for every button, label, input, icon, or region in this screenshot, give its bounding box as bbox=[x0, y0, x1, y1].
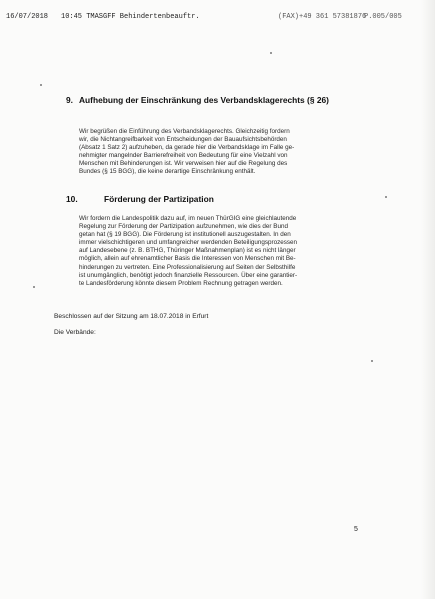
section9-line: nehmigter mangelnder Barrierefreiheit von Bedeutung für eine Vielzahl von bbox=[79, 152, 288, 160]
fax-number: (FAX)+49 361 57381876 bbox=[278, 13, 367, 21]
scan-speck bbox=[385, 196, 387, 198]
section9-number: 9. bbox=[66, 95, 73, 105]
scan-speck bbox=[40, 84, 42, 86]
fax-sender: 10:45 TMASGFF Behindertenbeauftr. bbox=[61, 13, 200, 21]
fax-page-counter: P.005/005 bbox=[364, 13, 402, 21]
section10-paragraph bbox=[79, 215, 379, 288]
section10-line: Regelung zur Förderung der Partizipation aufzunehmen, wie dies der Bund bbox=[79, 223, 288, 231]
scan-speck bbox=[33, 286, 35, 288]
page-number: 5 bbox=[354, 526, 358, 533]
scan-speck bbox=[270, 52, 272, 54]
section10-line: getan hat (§ 19 BGG). Die Förderung ist institutionell auszugestalten. In den bbox=[79, 231, 291, 239]
section10-line: ist unumgänglich, benötigt jedoch finanzielle Ressourcen. Über eine garantier- bbox=[79, 271, 298, 279]
section10-line: immer vielschichtigeren und umfangreicher werdenden Beteiligungsprozessen bbox=[79, 239, 298, 247]
section10-line: möglich, allein auf ehrenamtlicher Basis die Interessen von Menschen mit Be- bbox=[79, 255, 296, 263]
section9-paragraph bbox=[79, 128, 379, 177]
scan-edge-shadow bbox=[421, 0, 435, 599]
section10-line: te Landesförderung könnte diesem Problem Rechnung getragen werden. bbox=[79, 279, 283, 287]
section9-title: Aufhebung der Einschränkung des Verbandsklagerechts (§ 26) bbox=[79, 95, 329, 105]
section9-line: Menschen mit Behinderungen ist. Wir verweisen hier auf die Regelung des bbox=[79, 160, 288, 168]
section10-number: 10. bbox=[66, 194, 78, 204]
section10-line: hinderungen zu vertreten. Eine Professionalisierung auf Seiten der Selbsthilfe bbox=[79, 263, 296, 271]
section10-line: auf Landesebene (z. B. BTHG, Thüringer Maßnahmenplan) ist es nicht länger bbox=[79, 247, 296, 255]
signers-label: Die Verbände: bbox=[54, 329, 96, 336]
decision-statement: Beschlossen auf der Sitzung am 18.07.2018 in Erfurt bbox=[54, 313, 209, 320]
section9-line: (Absatz 1 Satz 2) aufzuheben, da gerade hier die Verbandsklage im Falle ge- bbox=[79, 144, 295, 152]
section9-line: Wir begrüßen die Einführung des Verbandsklagerechts. Gleichzeitig fordern bbox=[79, 128, 290, 135]
fax-date: 16/07/2018 bbox=[6, 13, 49, 21]
section10-line: Wir fordern die Landespolitik dazu auf, im neuen ThürGIG eine gleichlautende bbox=[79, 215, 297, 222]
section9-line: wir, die Nichtangreifbarkeit von Entscheidungen der Bauaufsichtsbehörden bbox=[79, 136, 287, 144]
section10-title: Förderung der Partizipation bbox=[104, 194, 214, 204]
scan-speck bbox=[371, 360, 373, 362]
section9-line: Bundes (§ 15 BGG), die keine derartige Einschränkung enthält. bbox=[79, 168, 256, 176]
